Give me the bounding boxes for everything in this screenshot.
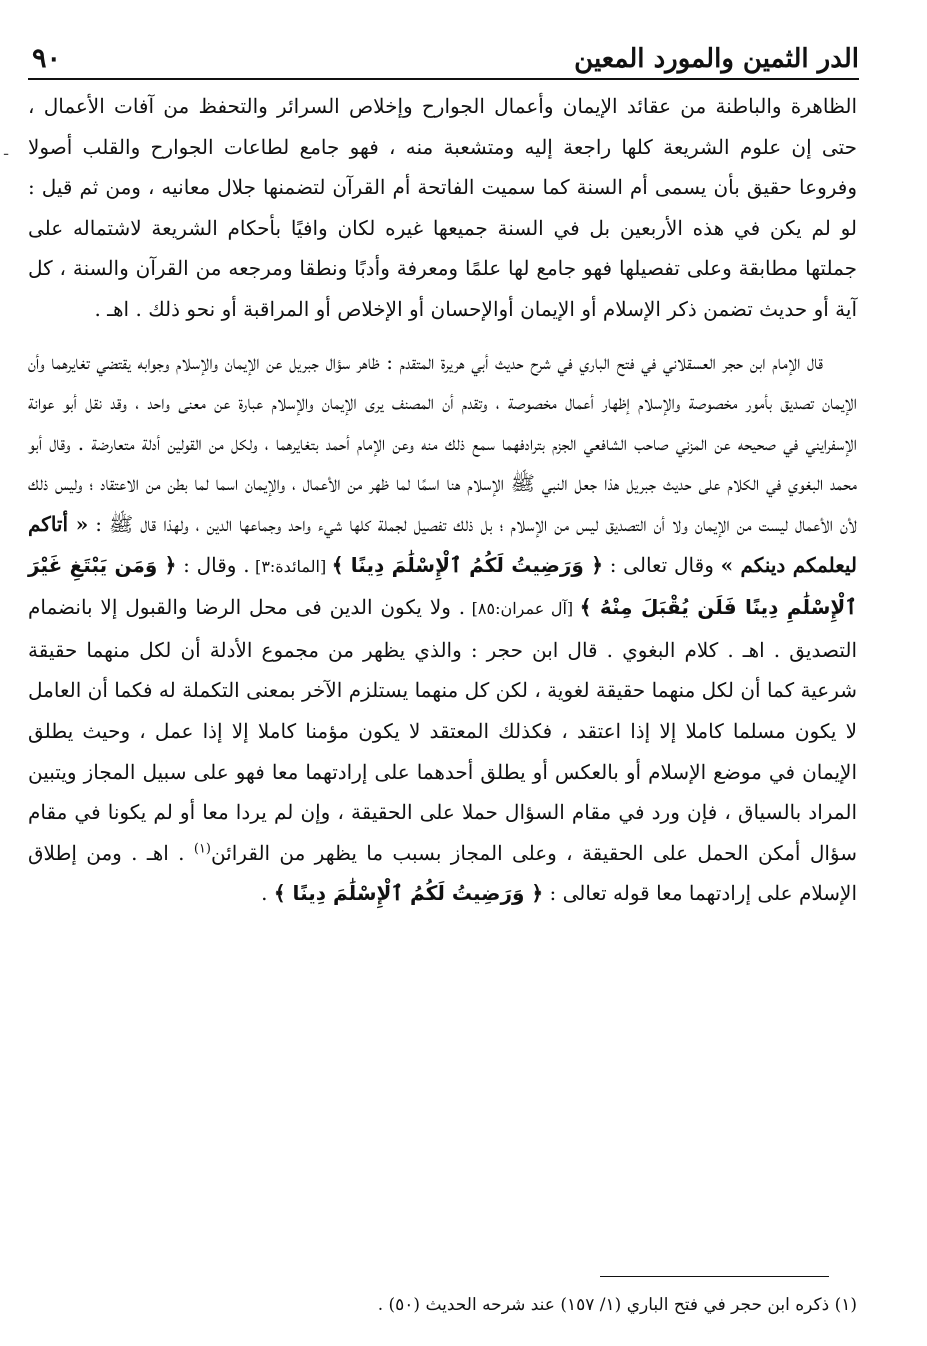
paragraph-2-part-3: . وقال : (176, 552, 250, 577)
paragraph-2-part-6: . (261, 881, 274, 906)
paragraph-2-part-5: . اهـ . ومن إطلاق الإسلام على إرادتهما معا قوله تعالى : (28, 840, 857, 906)
footnote-marker[interactable]: (١) (193, 841, 211, 857)
paragraph-2-part-2: وقال تعالى : (602, 552, 721, 577)
header-divider (28, 78, 859, 80)
quran-verse-2: ﴿ وَمَن يَبْتَغِ غَيْرَ ٱلْإِسْلَٰمِ دِينًا فَلَن يُقْبَلَ مِنْهُ ﴾ (28, 552, 857, 620)
paragraph-2-part-1: قال الإمام ابن حجر العسقلاني في فتح الباري في شرح حديث أبي هريرة المتقدم : ظاهر سؤال جبريل عن الإيمان والإسلام وجوابه يقتضي تغايرهما وأن الإيمان تصديق بأمور مخصوصة والإسلام إظهار أعمال مخصوصة ، وتقدم أن المصنف يرى الإيمان والإسلام عبارة عن معنى واحد ، وقد نقل أبو عوانة الإسفرايني في صحيحه عن المزني صاحب الشافعي الجزم بترادفهما سمع ذلك منه وعن الإمام أحمد بتغايرهما ، ولكل من القولين أدلة متعارضة . وقال أبو محمد البغوي في الكلام على حديث جبريل هذا جعل النبي ﷺ الإسلام هنا اسمًا لما ظهر من الأعمال ، والإيمان اسما لما بطن من الاعتقاد ؛ وليس ذلك لأن الأعمال ليست من الإيمان ولا أن التصديق ليس من الإسلام ؛ بل ذلك تفصيل لجملة كلها شيء واحد وجماعها الدين ، ولهذا قال ﷺ : (28, 349, 858, 536)
hadith-quote: « أتاكم ليعلمكم دينكم » (28, 511, 858, 577)
page-header (32, 32, 859, 72)
quran-verse-3: ﴿ وَرَضِيتُ لَكُمُ ٱلْإِسْلَٰمَ دِينًا ﴾ (273, 881, 544, 906)
quran-verse-1: ﴿ وَرَضِيتُ لَكُمُ ٱلْإِسْلَٰمَ دِينًا ﴾ (331, 552, 603, 577)
verse-reference-2: [آل عمران:٨٥] (465, 599, 580, 619)
margin-mark: ـ (4, 143, 9, 159)
paragraph-2-part-4: . ولا يكون الدين فى محل الرضا والقبول إلا بانضمام التصديق . اهـ . كلام البغوي . قال ابن حجر : والذي يظهر من مجموع الأدلة أن لكل منهما حقيقة شرعية كما أن لكل منهما حقيقة لغوية ، لكن كل منهما يستلزم الآخر بمعنى التكملة له فكما أن العامل لا يكون مسلما كاملا إلا إذا اعتقد ، فكذلك المعتقد لا يكون مؤمنا كاملا إلا إذا عمل ، وحيث يطلق الإيمان في موضع الإسلام أو بالعكس أو يطلق أحدهما على إرادتهما معا فهو على سبيل المجاز ويتبين المراد بالسياق ، فإن ورد في مقام السؤال حملا على الحقيقة ، وإن لم يردا معا أو لم يكونا في مقام سؤال أمكن الحمل على الحقيقة ، وعلى المجاز بسبب ما يظهر من القرائن (28, 595, 857, 865)
footnote (40, 1290, 857, 1320)
verse-reference-1: [المائدة:٣] (249, 556, 332, 576)
paragraph-1-text: الظاهرة والباطنة من عقائد الإيمان وأعمال الجوارح وإخلاص السرائر والتحفظ من آفات الأعمال ، حتى إن علوم الشريعة كلها راجعة إليه ومتشعبة منه ، فهو جامع لطاعات الجوارح والقلب أصولا وفروعا حقيق بأن يسمى أم السنة كما سميت الفاتحة أم القرآن لتضمنها جلال معانيه ، ومن ثم قيل : لو لم يكن في هذه الأربعين بل في السنة جميعها غيره لكان وافيًا بأحكام الشريعة لاشتماله على جملتها مطابقة وعلى تفصيلها فهو جامع لها علمًا ومعرفة وأدبًا ونطقا ومرجعه من القرآن والسنة ، كل آية أو حديث تضمن ذكر الإسلام أو الإيمان أوالإحسان أو الإخلاص أو المراقبة أو نحو ذلك . اهـ . (28, 94, 857, 321)
page-number: ٩٠ (32, 43, 62, 74)
paragraph-ibn-hajar (28, 342, 857, 914)
paragraph-continuation (28, 86, 857, 330)
book-title: الدر الثمين والمورد المعين (574, 44, 859, 74)
footnote-text: (١) ذكره ابن حجر في فتح الباري (١/ ١٥٧) عند شرحه الحديث (٥٠) . (377, 1295, 857, 1315)
footnote-divider (600, 1276, 829, 1277)
main-text (28, 86, 857, 914)
